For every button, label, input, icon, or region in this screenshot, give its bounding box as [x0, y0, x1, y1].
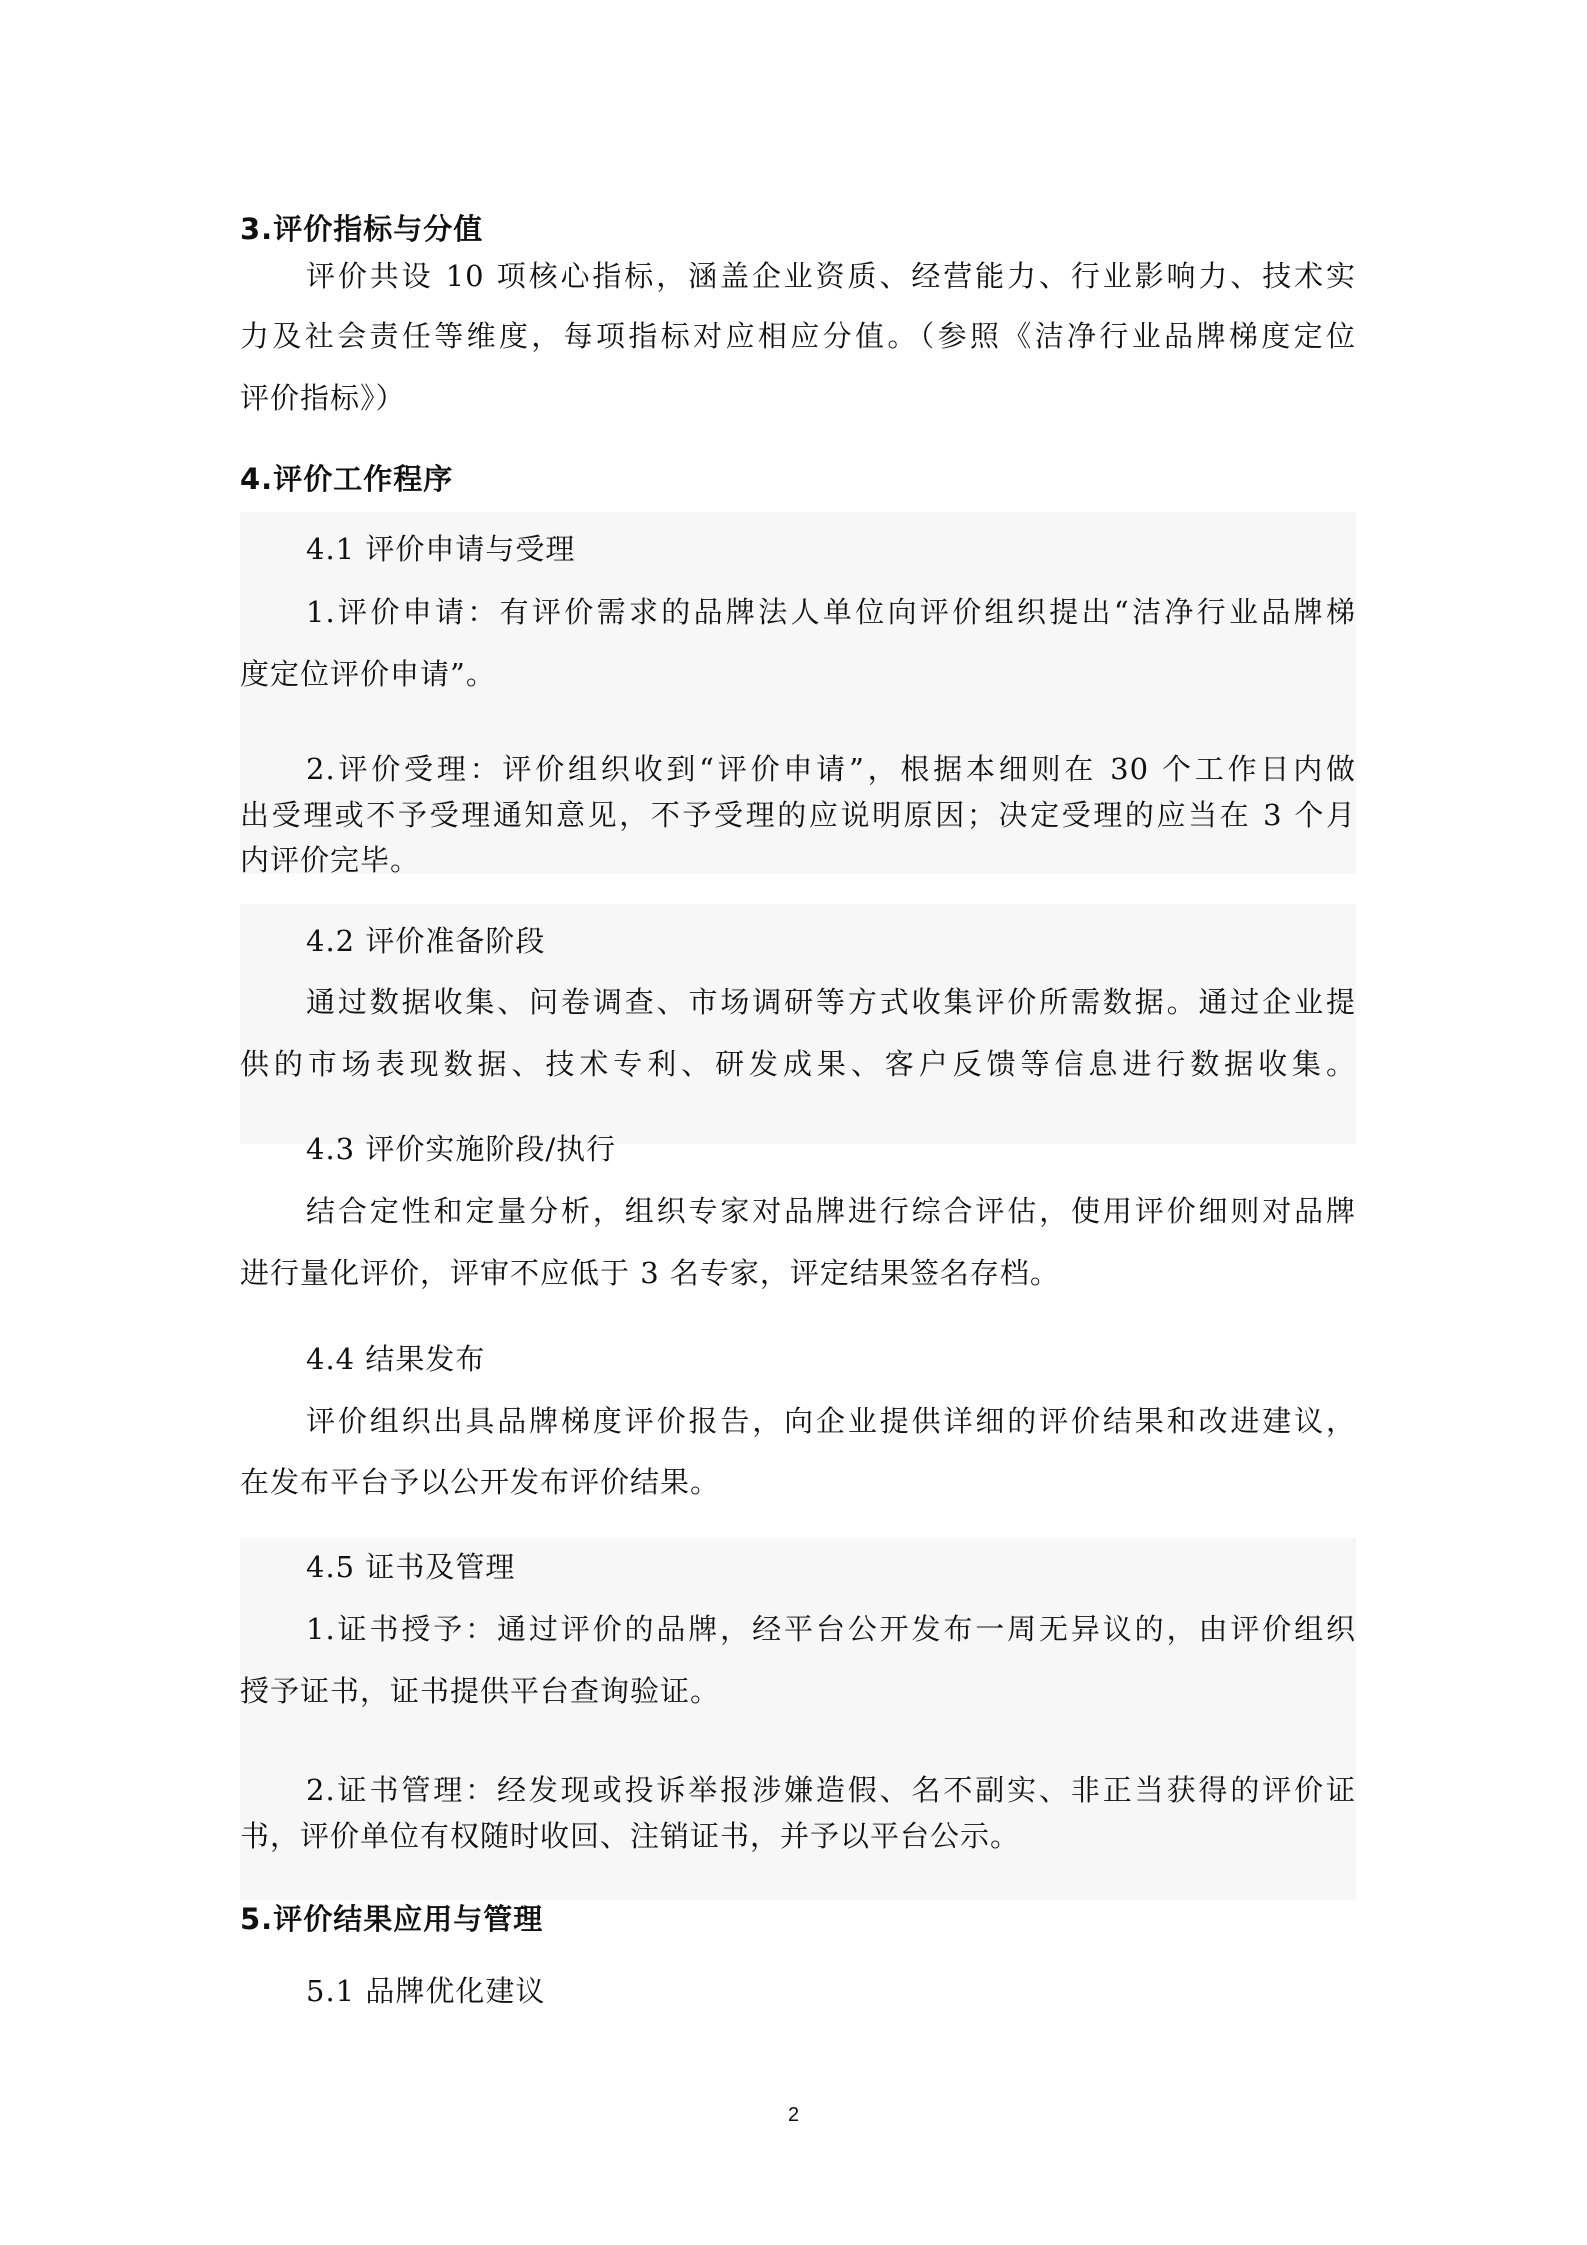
subsection-4-5-item-1-line-2: 授予证书，证书提供平台查询验证。 — [240, 1674, 721, 1708]
section-3-heading: 3.评价指标与分值 — [240, 212, 484, 246]
section-3-para-line-1: 评价共设 10 项核心指标，涵盖企业资质、经营能力、行业影响力、技术实 — [306, 259, 1356, 293]
section-3-para-line-2: 力及社会责任等维度，每项指标对应相应分值。（参照《洁净行业品牌梯度定位 — [240, 319, 1356, 353]
subsection-4-3-line-1: 结合定性和定量分析，组织专家对品牌进行综合评估，使用评价细则对品牌 — [306, 1194, 1356, 1228]
subsection-4-1-item-2-line-2: 出受理或不予受理通知意见，不予受理的应说明原因；决定受理的应当在 3 个月 — [240, 798, 1356, 832]
subsection-4-3-title: 4.3 评价实施阶段/执行 — [306, 1132, 617, 1166]
page-number: 2 — [787, 2104, 800, 2126]
section-4-heading: 4.评价工作程序 — [240, 462, 454, 496]
subsection-4-5-item-2-line-1: 2.证书管理：经发现或投诉举报涉嫌造假、名不副实、非正当获得的评价证 — [306, 1773, 1356, 1807]
subsection-4-4-line-2: 在发布平台予以公开发布评价结果。 — [240, 1465, 721, 1499]
subsection-5-1-title: 5.1 品牌优化建议 — [306, 1974, 546, 2008]
subsection-4-1-item-2-line-1: 2.评价受理：评价组织收到“评价申请”，根据本细则在 30 个工作日内做 — [306, 752, 1356, 786]
subsection-4-2-title: 4.2 评价准备阶段 — [306, 924, 546, 958]
subsection-4-4-title: 4.4 结果发布 — [306, 1342, 486, 1376]
subsection-4-2-line-2: 供的市场表现数据、技术专利、研发成果、客户反馈等信息进行数据收集。 — [240, 1047, 1356, 1081]
subsection-4-1-item-1-line-1: 1.评价申请：有评价需求的品牌法人单位向评价组织提出“洁净行业品牌梯 — [306, 595, 1356, 629]
subsection-4-2-line-1: 通过数据收集、问卷调查、市场调研等方式收集评价所需数据。通过企业提 — [306, 985, 1356, 1019]
subsection-4-1-item-1-line-2: 度定位评价申请”。 — [240, 657, 496, 691]
section-5-heading: 5.评价结果应用与管理 — [240, 1902, 544, 1936]
subsection-4-4-line-1: 评价组织出具品牌梯度评价报告，向企业提供详细的评价结果和改进建议， — [306, 1404, 1356, 1438]
subsection-4-5-item-1-line-1: 1.证书授予：通过评价的品牌，经平台公开发布一周无异议的，由评价组织 — [306, 1612, 1356, 1646]
subsection-4-1-item-2-line-3: 内评价完毕。 — [240, 843, 421, 877]
subsection-4-5-item-2-line-2: 书，评价单位有权随时收回、注销证书，并予以平台公示。 — [240, 1819, 1021, 1853]
subsection-4-1-title: 4.1 评价申请与受理 — [306, 532, 576, 566]
subsection-4-5-title: 4.5 证书及管理 — [306, 1550, 516, 1584]
section-3-para-line-3: 评价指标》） — [240, 381, 406, 415]
subsection-4-3-line-2: 进行量化评价，评审不应低于 3 名专家，评定结果签名存档。 — [240, 1256, 1060, 1290]
